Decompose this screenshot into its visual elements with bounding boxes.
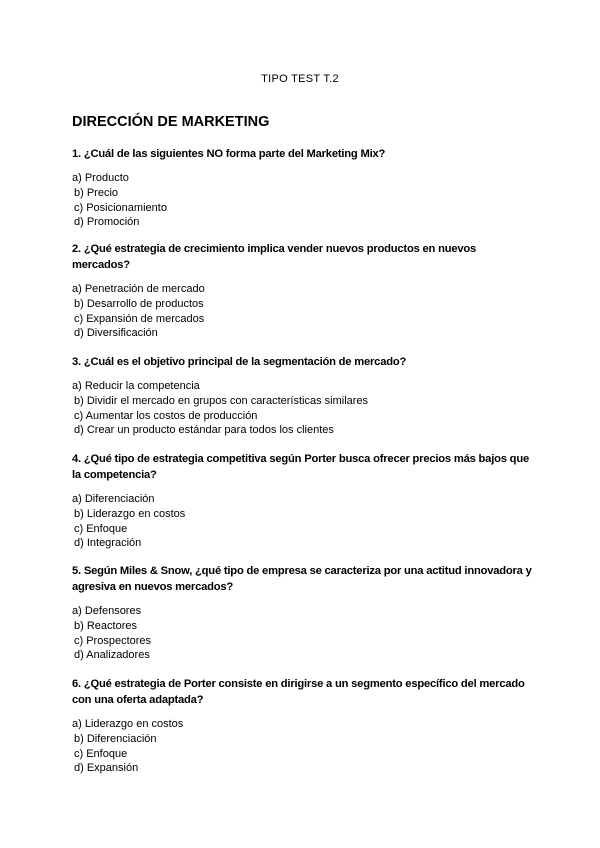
answer-option: d) Promoción [74, 216, 140, 229]
question-3 [72, 354, 532, 438]
answer-option: a) Reducir la competencia [72, 380, 200, 392]
answer-option: b) Dividir el mercado en grupos con características similares [74, 394, 369, 407]
option-list [72, 604, 532, 663]
answer-option: a) Producto [72, 172, 129, 184]
answer-option: b) Liderazgo en costos [74, 507, 186, 520]
answer-option: d) Integración [74, 537, 142, 550]
question-1 [72, 146, 532, 230]
answer-option: c) Posicionamiento [74, 201, 167, 214]
answer-option: c) Enfoque [74, 747, 128, 760]
question-text: 6. ¿Qué estrategia de Porter consiste en dirigirse a un segmento específico del mercado con una oferta adaptada? [72, 678, 525, 706]
answer-option: b) Desarrollo de productos [74, 297, 204, 310]
question-text: 1. ¿Cuál de las siguientes NO forma parte del Marketing Mix? [72, 148, 386, 160]
answer-option: a) Penetración de mercado [72, 283, 205, 295]
answer-option: c) Aumentar los costos de producción [74, 409, 258, 422]
answer-option: d) Analizadores [74, 649, 150, 662]
answer-option: d) Crear un producto estándar para todos los clientes [74, 424, 334, 437]
option-list [72, 171, 532, 230]
option-list [72, 717, 532, 776]
document-title: TIPO TEST T.2 [261, 73, 339, 85]
question-5 [72, 563, 532, 663]
answer-option: b) Precio [74, 186, 119, 199]
answer-option: b) Reactores [74, 619, 137, 632]
answer-option: c) Expansión de mercados [74, 312, 205, 325]
answer-option: c) Prospectores [74, 634, 152, 647]
answer-option: d) Expansión [74, 762, 139, 775]
option-list [72, 492, 532, 551]
question-4 [72, 451, 532, 551]
answer-option: a) Defensores [72, 605, 142, 617]
question-text: 3. ¿Cuál es el objetivo principal de la segmentación de mercado? [72, 356, 407, 368]
question-text: 2. ¿Qué estrategia de crecimiento implica vender nuevos productos en nuevos mercados? [72, 243, 477, 271]
section-heading: DIRECCIÓN DE MARKETING [72, 114, 270, 130]
answer-option: b) Diferenciación [74, 732, 157, 745]
question-2 [72, 241, 532, 341]
question-text: 4. ¿Qué tipo de estrategia competitiva según Porter busca ofrecer precios más bajos que la competencia? [72, 453, 529, 481]
answer-option: c) Enfoque [74, 522, 128, 535]
question-text: 5. Según Miles & Snow, ¿qué tipo de empresa se caracteriza por una actitud innovadora y agresiva en nuevos mercados? [72, 565, 532, 593]
answer-option: d) Diversificación [74, 327, 158, 340]
option-list [72, 282, 532, 341]
answer-option: a) Liderazgo en costos [72, 718, 184, 730]
answer-option: a) Diferenciación [72, 493, 155, 505]
option-list [72, 379, 532, 438]
question-6 [72, 676, 532, 776]
